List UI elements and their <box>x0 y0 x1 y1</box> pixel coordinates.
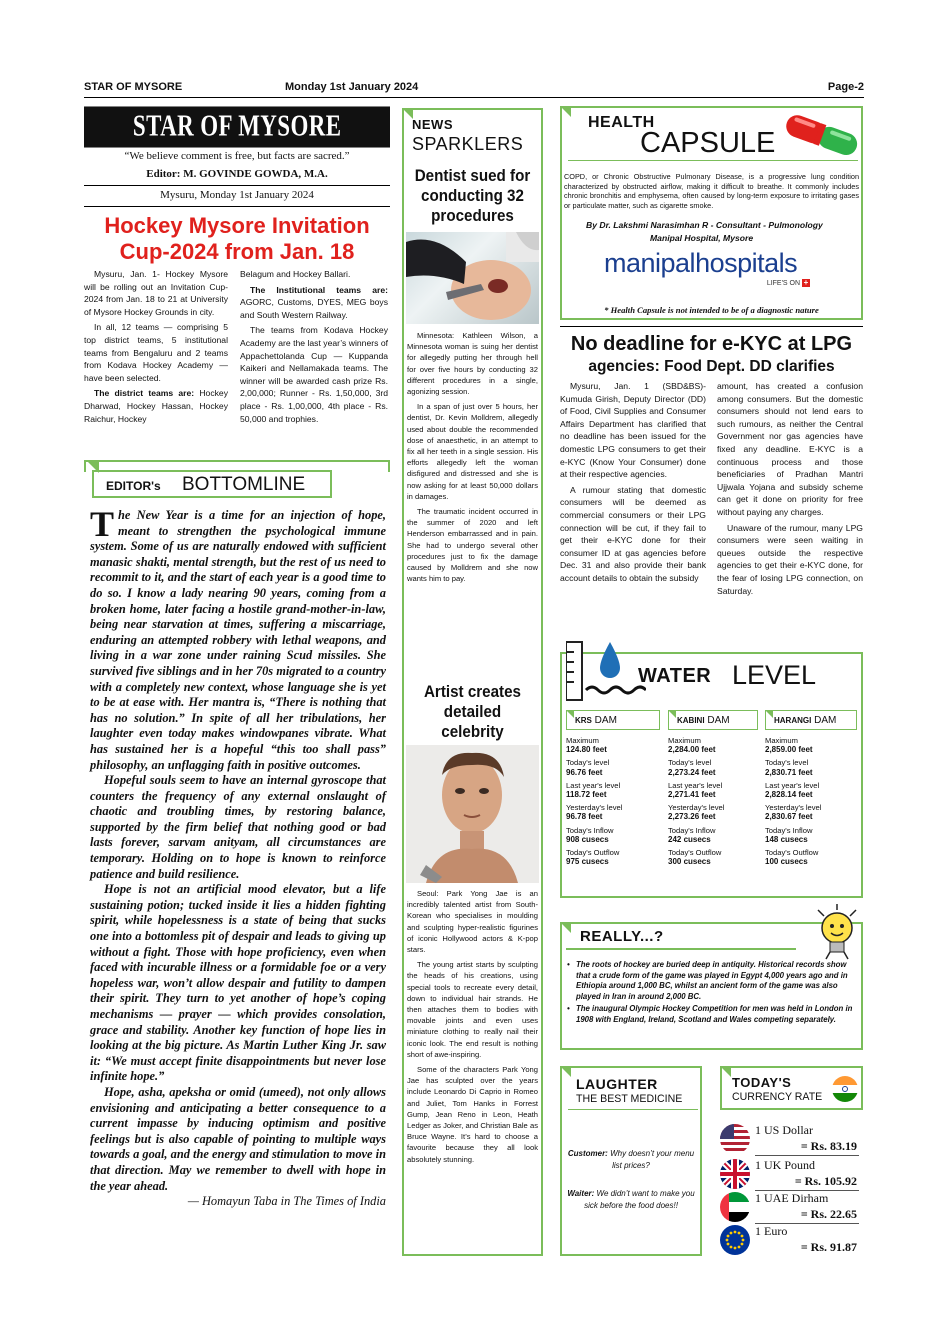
dam-kabini <box>668 710 758 870</box>
news-tag <box>406 110 539 158</box>
lightbulb-icon <box>814 904 860 960</box>
news-story1-body <box>407 330 538 588</box>
us-flag-icon <box>720 1124 750 1154</box>
health-tag-light: CAPSULE <box>640 127 776 159</box>
dam-label: Last year's level <box>765 780 820 790</box>
joke-text: We didn’t want to make you sick before the food does!! <box>584 1189 695 1210</box>
news-para: The young artist starts by sculpting the heads of his creations, using special tools to recreate every detail, down to individual hair strands. He then attaches them to bodies with movable joints and even uses miniature clothing to really nail their iconic look. The end result is nothing short of awe-inspiring. <box>407 960 538 1059</box>
currency-name: 1 UAE Dirham <box>755 1191 829 1205</box>
dam-label: Maximum <box>668 736 701 745</box>
ekyc-col2 <box>717 380 863 600</box>
india-flag-icon <box>832 1076 858 1102</box>
hockey-headline: Hockey Mysore Invitation Cup-2024 from Jan. 18 <box>104 213 370 264</box>
uk-flag-icon <box>720 1159 750 1189</box>
currency-name: 1 UK Pound <box>755 1158 816 1172</box>
masthead-dateline: Mysuru, Monday 1st January 2024 <box>160 189 314 201</box>
dam-value: 124.80 feet <box>566 745 607 755</box>
dropcap: T <box>90 504 115 544</box>
dam-name-bold: HARANGI <box>774 716 812 725</box>
dentist-photo <box>406 232 539 324</box>
health-byline-1: By Dr. Lakshmi Narasimhan R - Consultant - Pulmonology <box>586 220 823 230</box>
ekyc-para: Unaware of the rumour, many LPG consumers were seen waiting in queues outside the respective agencies to get their e-KYC done, for the fear of losing LPG connection, on Saturday. <box>717 522 863 596</box>
really-list <box>567 960 860 1026</box>
news-tag-bold: NEWS <box>412 117 453 132</box>
dam-value: 2,273.24 feet <box>668 767 716 777</box>
water-tag <box>638 660 858 690</box>
dam-label: Last year's level <box>566 780 621 790</box>
masthead-editor: Editor: M. GOVINDE GOWDA, M.A. <box>146 168 328 180</box>
joke-text: Why doesn’t your menu list prices? <box>610 1149 695 1170</box>
really-text: The roots of hockey are buried deep in antiquity. Historical records show that a crude form of the game was played in Egypt 4,000 years ago and in Ethiopia around 1,000 BC, whilst an ancient form of the game was also played in Iran in around 2,000 BC. <box>576 960 848 1001</box>
dam-label: Today's Outflow <box>566 848 620 858</box>
currency-row-usd <box>720 1122 863 1156</box>
dam-value: 100 cusecs <box>765 857 808 867</box>
dam-krs <box>566 710 660 870</box>
hockey-para: In all, 12 teams — comprising 5 top district teams, 5 institutional teams from Bengaluru and 2 teams from Kodava Hockey Academy — have been selected. <box>84 322 228 383</box>
capsule-pill-icon <box>780 112 862 162</box>
dam-name-light: DAM <box>707 715 730 726</box>
hockey-para: Belagum and Hockey Ballari. <box>240 269 351 279</box>
hockey-para: The teams from Kodava Hockey Academy are the last year’s winners of Appachettolanda Cup — Kuppanda Kaikeri and Nellamakada teams. The winner will be awarded cash prize Rs. 2,00,000; Runner - Rs. 1,50,000, 3rd place - Rs. 1,00,000, 4th place - Rs. 50,000 and trophies. <box>240 325 388 424</box>
dam-value: 2,273.26 feet <box>668 812 716 822</box>
really-tag <box>566 924 796 950</box>
news-para: Seoul: Park Yong Jae is an incredibly talented artist from South-Korean who specialises in moulding and sculpting hyper-realistic figurines of iconic Hollywood actors & K-pop stars. <box>407 889 538 955</box>
dam-label: Today's level <box>765 758 809 768</box>
laughter-tag <box>568 1068 698 1110</box>
dam-value: 2,830.71 feet <box>765 767 813 777</box>
dam-label: Maximum <box>566 736 599 745</box>
ekyc-para: amount, has created a confusion among consumers. But the domestic consumers should not lend ears to such rumours, as neither the Central Government nor gas agencies have fixed any deadline. E-KYC is a continuous process and those beneficiaries of Pradhan Mantri Ujjwala Yojana and subsidy scheme can get it done on priority for free without paying any charges. <box>717 381 863 517</box>
health-tag <box>564 108 794 160</box>
water-tag-bold: WATER <box>638 665 712 687</box>
laughter-tag-bold: LAUGHTER <box>576 1076 658 1092</box>
dam-value: 148 cusecs <box>765 834 808 844</box>
editor-body <box>90 504 387 1210</box>
dam-value: 908 cusecs <box>566 834 609 844</box>
ekyc-subheadline: agencies: Food Dept. DD clarifies <box>588 358 835 375</box>
dam-value: 2,830.67 feet <box>765 812 813 822</box>
ekyc-divider <box>560 326 863 327</box>
manipal-logo <box>604 248 814 288</box>
really-tag-text: REALLY...? <box>580 928 664 945</box>
ekyc-col1 <box>560 380 706 588</box>
water-gauge-icon <box>566 640 646 706</box>
dam-kabini-tag <box>668 710 758 730</box>
currency-row-aed <box>720 1190 863 1224</box>
health-disclaimer: * Health Capsule is not intended to be of a diagnostic nature <box>604 305 819 315</box>
hockey-para: AGORC, Customs, DYES, MEG boys and South Western Railway. <box>240 297 388 320</box>
hockey-col2 <box>240 268 388 428</box>
currency-tag-bold: TODAY'S <box>732 1075 792 1090</box>
editor-para: he New Year is a time for an injection of hope, meant to strengthen the psychological immune system. Some of us are naturally endowed with sufficient manasic shakti, mental strength, but the rest of us need to recommit to it, and the start of each year is a good time to do so. I know a lady nearing 90 years, coming from a broken home, later facing a hostile grand-mother-in-law, being near starvation at times, suffering a miscarriage, enduring an attempted robbery with lethal weapons, and living in a war zone under raining Scud missiles. She survived five siblings and in her 70s migrated to a country with a completely new context, whose language she is yet to be at ease with. Her mantra is, “There is nothing that has no solution.” In spite of all her tribulations, her laughter even today makes windowpanes vibrate. What has sustained her is a hopeful “this too shall pass” philosophy, an unflagging faith in positive outcomes. <box>90 508 387 772</box>
news-para: Some of the characters Park Yong Jae has sculpted over the years include Leonardo Di Caprio in Romeo and Juliet, Tom Hanks in Forrest Gump, Jean Reno in Leon, Heath Ledger as Joker, and Christian Bale as Bruce Wayne. It’s hard to choose a favourite because they all look absolutely stunning. <box>407 1065 538 1164</box>
dam-harangi-tag <box>765 710 857 730</box>
header-page-number: Page-2 <box>827 81 864 93</box>
currency-tag <box>724 1068 834 1108</box>
news-para: In a span of just over 5 hours, her dentist, Dr. Kevin Molldrem, allegedly used about double the recommended dose of anaesthetic, in an attempt to fix all her teeth in a single session. His efforts allegedly left the woman disfigured and distressed and she is now asking for at least 50,000 dollars in damages. <box>407 402 538 501</box>
dam-value: 2,284.00 feet <box>668 745 716 755</box>
laughter-joke-a <box>566 1188 696 1212</box>
uae-flag-icon <box>720 1192 750 1222</box>
health-body: COPD, or Chronic Obstructive Pulmonary Disease, is a progressive lung condition characterized by obstructed airflow, making it difficult to breathe. It commonly includes chronic bronchitis and emphysema, often caused by long-term exposure to irritating gases or particulate matter, such as cigarette smoke. <box>564 172 859 210</box>
dam-value: 96.76 feet <box>566 767 603 777</box>
hockey-lead: The Institutional teams are: <box>250 284 388 295</box>
news-story1-title: Dentist sued for conducting 32 procedures <box>414 167 531 225</box>
editor-tag-light: BOTTOMLINE <box>182 474 306 495</box>
plus-icon: + <box>803 278 809 287</box>
tag-arrow-icon <box>402 108 413 119</box>
dam-label: Today's Inflow <box>765 825 813 835</box>
speaker-label: Waiter: <box>567 1189 595 1198</box>
dam-name-light: DAM <box>814 715 837 726</box>
dam-name-bold: KABINI <box>677 716 705 725</box>
hockey-para: Mysuru, Jan. 1- Hockey Mysore will be rolling out an Invitation Cup-2024 from Jan. 18 to 21 at University of Mysore Hockey Grounds in city. <box>84 269 228 317</box>
currency-row-eur <box>720 1223 863 1257</box>
ekyc-headline: No deadline for e-KYC at LPG <box>570 333 853 355</box>
ekyc-para: A rumour stating that domestic consumers will be deemed as commercial consumers or their LPG connection will be cut, if they fail to get their e-KYC done for their consumer ID at gas agencies before Dec. 31 and also provide their bank account details to obtain the subsidy <box>560 484 706 583</box>
eu-flag-icon <box>720 1225 750 1255</box>
currency-value: = Rs. 91.87 <box>800 1240 857 1254</box>
really-item: • The roots of hockey are buried deep in antiquity. Historical records show that a crude form of the game was played in Egypt 4,000 years ago and in Ethiopia around 1,000 BC, whilst an ancient form of the game was also played in Iran in around 2,000 BC. <box>567 960 848 1001</box>
dam-label: Yesterday's level <box>765 803 822 813</box>
currency-name: 1 Euro <box>755 1224 788 1238</box>
hockey-para: Hockey Dharwad, Hockey Hassan, Hockey Raichur, Hockey <box>84 388 228 424</box>
currency-tag-light: CURRENCY RATE <box>732 1091 823 1103</box>
really-text: The inaugural Olympic Hockey Competition for men was held in London in 1908 with England, Ireland, Scotland and Wales competing separately. <box>576 1004 853 1024</box>
ekyc-para: Mysuru, Jan. 1 (SBD&BS)- Kumuda Girish, Deputy Director (DD) of Food, Civil Supplies and Consumer Affairs Department has clarified that no deadline has been issued for the domestic LPG consumers to get their e-KYC (Know Your Consumer) done at their respective agencies. <box>560 381 706 480</box>
health-tag-bold: HEALTH <box>588 114 655 131</box>
currency-row-gbp <box>720 1157 863 1191</box>
laughter-tag-light: THE BEST MEDICINE <box>576 1093 683 1105</box>
dam-label: Last year's level <box>668 780 723 790</box>
dam-value: 96.78 feet <box>566 812 603 822</box>
hockey-lead: The district teams are: <box>94 388 195 399</box>
dam-krs-tag <box>566 710 660 730</box>
health-byline-2: Manipal Hospital, Mysore <box>650 233 754 243</box>
page-header <box>84 78 864 98</box>
water-tag-light: LEVEL <box>732 660 817 690</box>
tag-arrow-icon <box>560 1066 571 1077</box>
editor-para: Hope, asha, apeksha or omid (umeed), not only allows envisioning and anticipating a better consequence to a current impasse by inducing optimism and positive feelings but is also capable of pointing to multiple ways towards a goal, and the energy and stimulation to move in that direction. May we remember to dwell with hope in the year ahead. <box>90 1084 386 1193</box>
dam-label: Today's level <box>566 758 610 768</box>
dam-harangi <box>765 710 857 870</box>
editor-tag-bold: EDITOR's <box>106 479 161 493</box>
header-date: Monday 1st January 2024 <box>285 81 419 93</box>
dam-label: Today's Outflow <box>765 848 819 858</box>
masthead-quote: “We believe comment is free, but facts are sacred.” <box>124 150 350 162</box>
header-paper-name: STAR OF MYSORE <box>84 81 183 93</box>
masthead-logo: STAR OF MYSORE <box>84 106 390 147</box>
masthead-divider <box>84 185 390 186</box>
speaker-label: Customer: <box>567 1149 608 1158</box>
dam-label: Yesterday's level <box>668 803 725 813</box>
manipal-logo-text-b: hospitals <box>695 248 798 278</box>
really-item: • The inaugural Olympic Hockey Competition for men was held in London in 1908 with England, Ireland, Scotland and Wales competing separately. <box>567 1004 853 1024</box>
currency-value: = Rs. 83.19 <box>800 1139 857 1153</box>
dam-name-light: DAM <box>594 715 617 726</box>
news-para: Minnesota: Kathleen Wilson, a Minnesota woman is suing her dentist for allegedly putting her through hell for over five hours by conducting 32 different procedures in a single, agonizing session. <box>407 331 538 397</box>
manipal-logo-text-a: manipal <box>604 248 696 278</box>
figurine-photo <box>406 745 539 883</box>
editor-credit: — Homayun Taba in The Times of India <box>187 1194 386 1209</box>
masthead-divider-2 <box>84 206 390 207</box>
dam-label: Today's Outflow <box>668 848 722 858</box>
currency-value: = Rs. 22.65 <box>800 1207 857 1221</box>
manipal-tagline: LIFE'S ON <box>766 280 801 287</box>
news-story2-title: Artist creates detailed celebrity <box>423 683 522 741</box>
currency-value: = Rs. 105.92 <box>794 1174 857 1188</box>
dam-label: Maximum <box>765 736 798 745</box>
laughter-joke-q <box>566 1148 696 1172</box>
news-story2-body <box>407 888 538 1169</box>
dam-label: Today's Inflow <box>566 825 614 835</box>
dam-label: Yesterday's level <box>566 803 623 813</box>
dam-label: Today's Inflow <box>668 825 716 835</box>
dam-value: 2,828.14 feet <box>765 790 813 800</box>
editor-tag <box>92 470 332 498</box>
news-para: The traumatic incident occurred in the summer of 2020 and left Henderson embarrassed and in pain. She had to undergo several other procedures just to fix the damage caused by Molldrem and she now wants him to pay. <box>407 507 538 584</box>
editor-para: Hopeful souls seem to have an internal gyroscope that counters the frequency of any external onslaught of chaotic and troubling times, by restoring balance, supported by the firm belief that nothing good or bad lasts forever, sarvam anityam, all circumstances are temporary. Holding on to hope is known to reinforce patience and build resilience. <box>90 773 386 881</box>
currency-name: 1 US Dollar <box>755 1123 813 1137</box>
editor-para: Hope is not an artificial mood elevator, but a life sustaining potion; tucked inside it lies a hidden fighting spirit, while hopelessness is a state of being that sucks one into a bottomless pit of despair and leads to giving up without a fight. Those with hope proficiency, even when faced with incurable illness or a formidable foe or a very hopeless war, won’t allow despair and futility to dampen their spirit. They turn to yet another of hope’s coping mechanisms — prayer — which provides consolation, grace and stability. Another key function of hope lies in looking at the big picture. As Martin Luther King Jr. saw it: “We must accept finite disappointments but never lose infinite hope.” <box>90 882 386 1084</box>
news-tag-light: SPARKLERS <box>412 134 524 154</box>
dam-value: 2,271.41 feet <box>668 790 716 800</box>
dam-name-bold: KRS <box>575 716 592 725</box>
dam-value: 2,859.00 feet <box>765 745 813 755</box>
tag-arrow-icon <box>560 922 571 933</box>
dam-value: 118.72 feet <box>566 790 607 800</box>
hockey-col1 <box>84 268 228 428</box>
dam-value: 300 cusecs <box>668 857 711 867</box>
dam-value: 242 cusecs <box>668 834 711 844</box>
tag-arrow-icon <box>88 462 99 473</box>
dam-label: Today's level <box>668 758 712 768</box>
dam-value: 975 cusecs <box>566 857 609 867</box>
